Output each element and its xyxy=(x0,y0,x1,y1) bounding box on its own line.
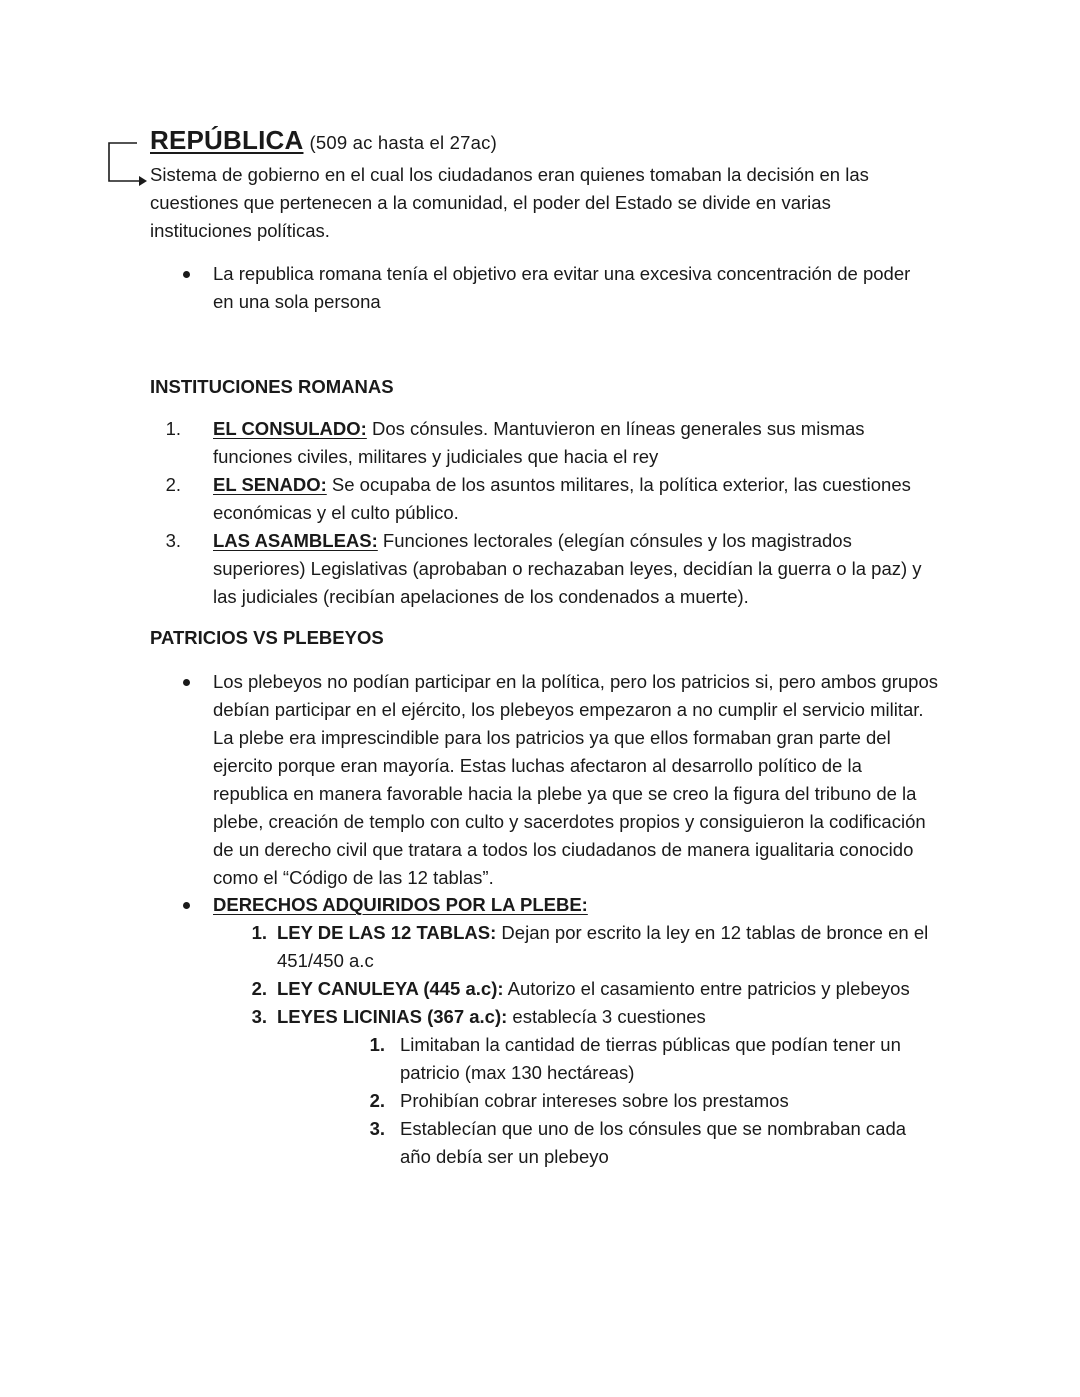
list-item: La republica romana tenía el objetivo era evitar una excesiva concentración de poder en una sola persona xyxy=(150,260,950,316)
section-heading-patricios: PATRICIOS VS PLEBEYOS xyxy=(150,627,384,648)
item-label: EL SENADO: xyxy=(213,474,327,495)
list-item: 1. Limitaban la cantidad de tierras públicas que podían tener un patricio (max 130 hectáreas) xyxy=(369,1034,901,1083)
intro-paragraph: Sistema de gobierno en el cual los ciudadanos eran quienes tomaban la decisión en las cuestiones que pertenecen a la comunidad, el poder del Estado se divide en varias instituciones políticas. xyxy=(150,164,869,241)
list-item: 2. EL SENADO: Se ocupaba de los asuntos militares, la política exterior, las cuestiones económicas y el culto público. xyxy=(165,474,911,523)
item-label: LAS ASAMBLEAS: xyxy=(213,530,378,551)
item-label: LEY CANULEYA (445 a.c): xyxy=(277,978,504,999)
list-item: 2. LEY CANULEYA (445 a.c): Autorizo el casamiento entre patricios y plebeyos xyxy=(251,978,910,999)
list-item: 3. LAS ASAMBLEAS: Funciones lectorales (elegían cónsules y los magistrados superiores) Legislativas (aprobaban o rechazaban leyes, decidían la guerra o la paz) y las judiciales (recibían apelaciones de los condenados a muerte). xyxy=(165,530,922,607)
item-label: LEYES LICINIAS (367 a.c): xyxy=(277,1006,508,1027)
bullet-icon xyxy=(183,271,190,278)
list-item: 1. EL CONSULADO: Dos cónsules. Mantuvieron en líneas generales sus mismas funciones civiles, militares y judiciales que hacia el rey xyxy=(165,418,865,467)
list-item: Los plebeyos no podían participar en la política, pero los patricios si, pero ambos grupos debían participar en el ejército, los plebeyos empezaron a no cumplir el servicio militar. La plebe era imprescindible para los patricios ya que ellos formaban gran parte del ejercito porque eran mayoría. Estas luchas afectaron al desarrollo político de la republica en manera favorable hacia la plebe ya que se creo la figura del tribuno de la plebe, creación de templo con culto y sacerdotes propios y consiguieron la codificación de un derecho civil que tratara a todos los ciudadanos de manera igualitaria conocido como el “Código de las 12 tablas”. xyxy=(150,668,950,892)
list-item: 1. LEY DE LAS 12 TABLAS: Dejan por escrito la ley en 12 tablas de bronce en el 451/450 a.c xyxy=(251,922,929,971)
list-item: 3. Establecían que uno de los cónsules que se nombraban cada año debía ser un plebeyo xyxy=(369,1118,907,1167)
period-label: (509 ac hasta el 27ac) xyxy=(309,132,497,153)
bracket-arrow-icon xyxy=(103,138,147,190)
item-label: LEY DE LAS 12 TABLAS: xyxy=(277,922,497,943)
section-heading-instituciones: INSTITUCIONES ROMANAS xyxy=(150,376,394,397)
list-item: 2. Prohibían cobrar intereses sobre los prestamos xyxy=(369,1090,789,1111)
item-label: EL CONSULADO: xyxy=(213,418,367,439)
page-title: REPÚBLICA (509 ac hasta el 27ac) xyxy=(150,125,497,155)
bullet-icon xyxy=(183,902,190,909)
bullet-icon xyxy=(183,679,190,686)
list-item: 3. LEYES LICINIAS (367 a.c): establecía 3 cuestiones xyxy=(251,1006,706,1027)
list-item: DERECHOS ADQUIRIDOS POR LA PLEBE: xyxy=(150,891,950,919)
